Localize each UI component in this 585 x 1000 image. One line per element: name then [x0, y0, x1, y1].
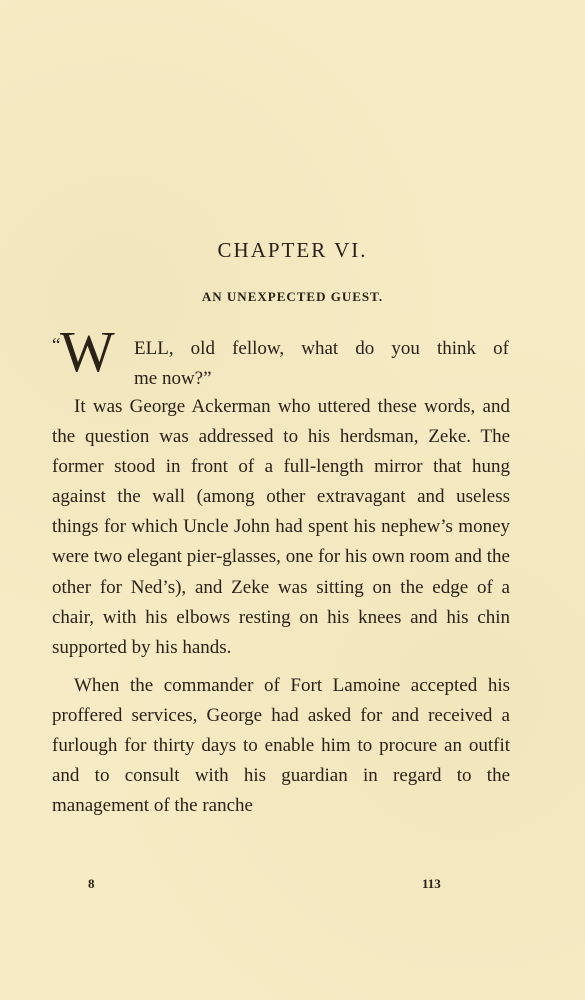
signature-mark: 8: [88, 876, 95, 891]
opening-quote-mark: “: [52, 335, 61, 356]
chapter-subtitle: AN UNEXPECTED GUEST.: [201, 289, 384, 304]
page-number: 113: [422, 876, 441, 891]
drop-cap-letter: W: [60, 319, 115, 384]
opening-lines: [52, 319, 512, 400]
opening-line-1: ELL, old fellow, what do you think of: [134, 338, 509, 359]
opening-line-2: me now?”: [134, 368, 212, 389]
paragraph-2: When the commander of Fort Lamoine accepted his proffered services, George had asked for and received a furlough for thirty days to enable him to procure an outfit and to consult with his guardian in regard to the management of the ranche: [52, 674, 510, 817]
body-text: [52, 392, 510, 821]
paragraph-1: It was George Ackerman who uttered these words, and the question was addressed to his herdsman, Zeke. The former stood in front of a full-length mirror that hung against the wall (among other extravagant and useless things for which Uncle John had spent his nephew’s money were two elegant pier-glasses, one for his own room and the other for Ned’s), and Zeke was sitting on the edge of a chair, with his elbows resting on his knees and his chin supported by his hands.: [52, 396, 510, 658]
chapter-title: CHAPTER VI.: [217, 238, 368, 262]
